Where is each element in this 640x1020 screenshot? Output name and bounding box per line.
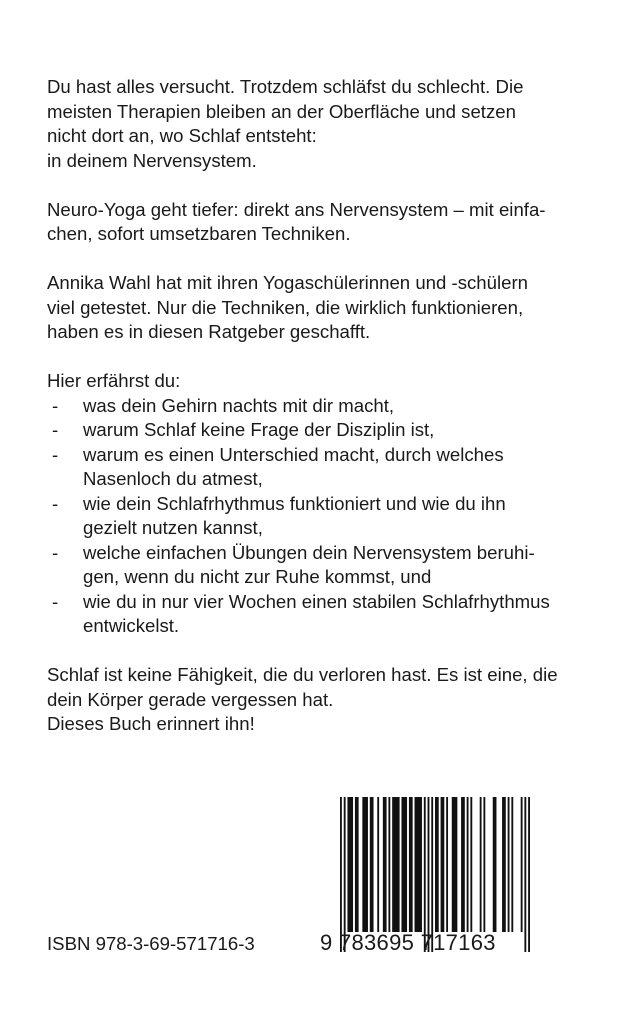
barcode-bar: [524, 797, 526, 952]
barcode-bar: [362, 797, 368, 932]
closing-paragraph: [47, 663, 587, 737]
text-line: chen, sofort umsetzbaren Techniken.: [47, 223, 351, 244]
barcode-bar: [511, 797, 513, 932]
text-line: warum es einen Unterschied macht, durch welches: [83, 443, 504, 465]
barcode-bar: [441, 797, 445, 932]
text-line: viel getestet. Nur die Techniken, die wirklich funktionieren,: [47, 296, 524, 318]
text-line: wie dein Schlafrhythmus funktioniert und wie du ihn: [83, 492, 506, 514]
barcode-bar: [355, 797, 359, 932]
blurb-text: [47, 75, 587, 761]
barcode: [320, 797, 532, 957]
barcode-bar: [508, 797, 510, 932]
list-intro: Hier erfährst du:: [47, 370, 181, 391]
text-line: Dieses Buch erinnert ihn!: [47, 713, 255, 734]
barcode-bar: [392, 797, 399, 932]
text-line: warum Schlaf keine Frage der Disziplin ist,: [83, 419, 435, 440]
text-line: was dein Gehirn nachts mit dir macht,: [83, 394, 395, 416]
text-line: entwickelst.: [83, 615, 180, 636]
barcode-bar: [483, 797, 485, 932]
barcode-bar: [467, 797, 469, 932]
barcode-bar: [377, 797, 379, 932]
list-item: [47, 418, 587, 443]
text-line: gezielt nutzen kannst,: [83, 517, 263, 538]
text-line: wie du in nur vier Wochen einen stabilen Schlafrhythmus: [83, 590, 550, 612]
barcode-bar: [340, 797, 342, 952]
list-item: [47, 541, 587, 590]
barcode-bar: [415, 797, 422, 932]
barcode-bar: [383, 797, 387, 932]
text-line: dein Körper gerade vergessen hat.: [47, 688, 334, 710]
barcode-bar: [401, 797, 407, 932]
barcode-bar: [528, 797, 530, 952]
barcode-bar: [461, 797, 465, 932]
barcode-bar: [344, 797, 346, 952]
dash-bullet: -: [52, 394, 59, 416]
dash-bullet: -: [52, 590, 59, 612]
text-line: meisten Therapien bleiben an der Oberfläche und setzen: [47, 100, 516, 122]
barcode-bar: [370, 797, 374, 932]
barcode-bar: [480, 797, 482, 932]
neuro-yoga-paragraph: [47, 198, 587, 247]
text-line: nicht dort an, wo Schlaf entsteht:: [47, 125, 317, 146]
dash-bullet: -: [52, 541, 59, 563]
benefits-list: [47, 394, 587, 639]
text-line: Nasenloch du atmest,: [83, 468, 263, 489]
text-line: haben es in diesen Ratgeber geschafft.: [47, 321, 371, 342]
barcode-bar: [435, 797, 439, 932]
barcode-bar: [470, 797, 472, 932]
barcode-bar: [493, 797, 497, 932]
barcode-bar: [431, 797, 433, 952]
text-line: welche einfachen Übungen dein Nervensystem beruhi-: [83, 541, 535, 563]
text-line: Schlaf ist keine Fähigkeit, die du verloren hast. Es ist eine, die: [47, 664, 558, 685]
author-paragraph: [47, 271, 587, 345]
text-line: Neuro-Yoga geht tiefer: direkt ans Nervensystem – mit einfa-: [47, 198, 546, 220]
isbn-label: ISBN 978-3-69-571716-3: [47, 933, 255, 954]
barcode-bar: [446, 797, 448, 932]
list-item: [47, 394, 587, 419]
intro-paragraph: [47, 75, 587, 173]
text-line: in deinem Nervensystem.: [47, 149, 257, 171]
barcode-bar: [409, 797, 413, 932]
barcode-bar: [428, 797, 430, 952]
barcode-bar: [452, 797, 458, 932]
text-line: Annika Wahl hat mit ihren Yogaschülerinnen und -schülern: [47, 272, 528, 293]
barcode-bar: [521, 797, 523, 932]
barcode-digits: 9 783695 717163: [320, 930, 496, 955]
list-item: [47, 443, 587, 492]
barcode-bar: [502, 797, 506, 932]
dash-bullet: -: [52, 419, 59, 440]
list-item: [47, 492, 587, 541]
text-line: Du hast alles versucht. Trotzdem schläfst du schlecht. Die: [47, 76, 524, 97]
barcode-bar: [347, 797, 353, 932]
barcode-bar: [424, 797, 426, 952]
dash-bullet: -: [52, 443, 59, 465]
dash-bullet: -: [52, 492, 59, 514]
barcode-bar: [388, 797, 390, 932]
list-item: [47, 590, 587, 639]
barcode-bars: [340, 797, 530, 952]
text-line: gen, wenn du nicht zur Ruhe kommst, und: [83, 566, 432, 587]
